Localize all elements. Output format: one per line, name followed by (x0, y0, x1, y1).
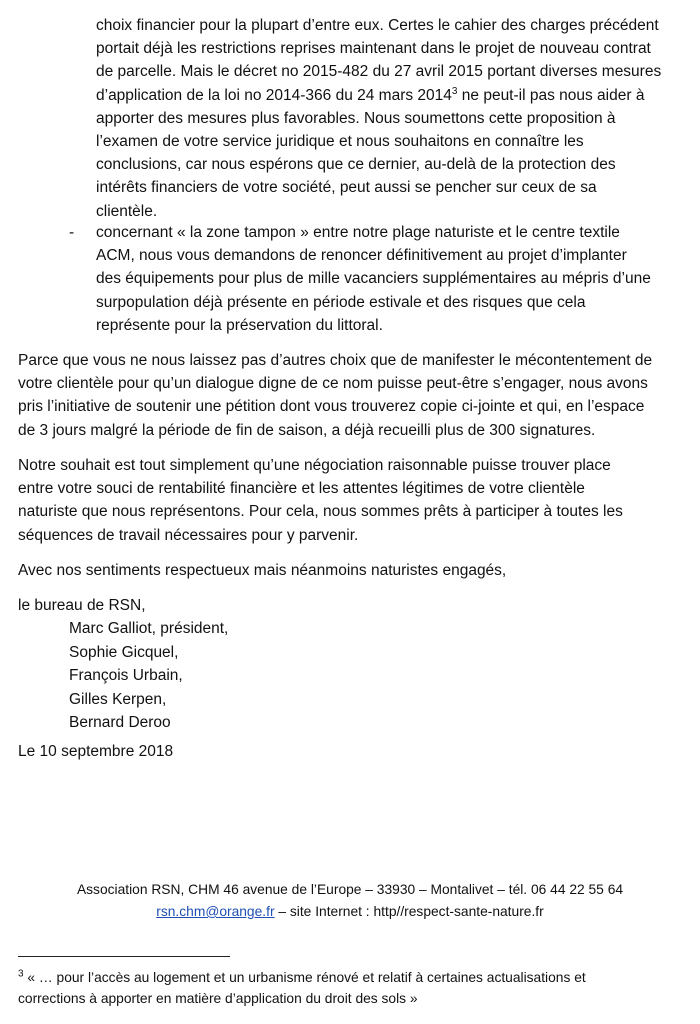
text-line: de 3 jours malgré la période de fin de saison, a déjà recueilli plus de 300 signatures. (18, 421, 596, 439)
site-text: – site Internet : http//respect-sante-nature.fr (274, 904, 544, 919)
text-segment: d’application de la loi no 2014-366 du 24 mars 2014 (96, 86, 452, 104)
text-line (96, 84, 676, 107)
text-line: surpopulation déjà présente en période estivale et des risques que cela (96, 293, 586, 311)
text-line: corrections à apporter en matière d’application du droit des sols » (18, 991, 418, 1006)
footnote-separator (18, 956, 230, 957)
footnote-reference: 3 (451, 85, 458, 97)
member-name: François Urbain, (69, 667, 183, 685)
text-line: l’examen de votre service juridique et nous souhaitons en connaître les (96, 133, 584, 151)
text-segment: « … pour l’accès au logement et un urbanisme rénové et relatif à certaines actualisations et (23, 970, 586, 985)
text-line: concernant « la zone tampon » entre notre plage naturiste et le centre textile (96, 224, 620, 241)
text-line: Notre souhait est tout simplement qu’une négociation raisonnable puisse trouver place (18, 457, 611, 474)
letter-date: Le 10 septembre 2018 (18, 743, 174, 760)
footer-contact (0, 901, 700, 922)
text-line: entre votre souci de rentabilité financière et les attentes légitimes de votre clientèle (18, 480, 585, 498)
text-line (18, 967, 682, 988)
footer-address: Association RSN, CHM 46 avenue de l’Europe – 33930 – Montalivet – tél. 06 44 22 55 64 (76, 882, 624, 897)
paragraph-petition (18, 349, 682, 442)
member-name: Sophie Gicquel, (69, 643, 179, 661)
text-line: des équipements pour plus de mille vacanciers supplémentaires au mépris d’une (96, 270, 651, 288)
text-line: naturiste que nous représentons. Pour cela, nous sommes prêts à participer à toutes les (18, 503, 623, 521)
bullet-dash: - (69, 224, 75, 241)
text-line: conclusions, car nous espérons que ce dernier, au-delà de la protection des (96, 156, 616, 174)
closing-line: Avec nos sentiments respectueux mais néanmoins naturistes engagés, (18, 562, 507, 579)
signature-members (69, 617, 228, 735)
text-line: choix financier pour la plupart d’entre eux. Certes le cahier des charges précédent (96, 17, 659, 34)
text-segment: ne peut-il pas nous aider à (457, 86, 645, 104)
bullet-text (96, 221, 680, 337)
member-name: Gilles Kerpen, (69, 690, 167, 708)
text-line: clientèle. (96, 202, 158, 220)
text-line: Parce que vous ne nous laissez pas d’autres choix que de manifester le mécontentement de (18, 352, 653, 369)
bullet-continuation (96, 14, 676, 223)
signature-intro: le bureau de RSN, (18, 597, 146, 614)
text-line: apporter des mesures plus favorables. Nous soumettons cette proposition à (96, 109, 616, 127)
text-line: pris l’initiative de soutenir une pétition dont vous trouverez copie ci-jointe et qui, en l’espace (18, 398, 645, 416)
member-name: Bernard Deroo (69, 714, 171, 732)
footnote (18, 967, 682, 1009)
text-line: de parcelle. Mais le décret no 2015-482 du 27 avril 2015 portant diverses mesures (96, 63, 662, 81)
text-line: votre clientèle pour qu’un dialogue digne de ce nom puisse peut-être s’engager, nous avons (18, 375, 648, 393)
text-line: intérêts financiers de votre société, peut aussi se pencher sur ceux de sa (96, 179, 597, 197)
text-line: représente pour la préservation du littoral. (96, 316, 383, 334)
footnote-marker: 3 (18, 968, 24, 980)
member-name: Marc Galliot, président, (69, 620, 229, 637)
email-link[interactable]: rsn.chm@orange.fr (156, 904, 275, 919)
text-line: portait déjà les restrictions reprises maintenant dans le projet de nouveau contrat (96, 40, 651, 58)
text-line: séquences de travail nécessaires pour y parvenir. (18, 526, 359, 544)
text-line: ACM, nous vous demandons de renoncer définitivement au projet d’implanter (96, 247, 627, 265)
paragraph-negotiation (18, 454, 682, 547)
